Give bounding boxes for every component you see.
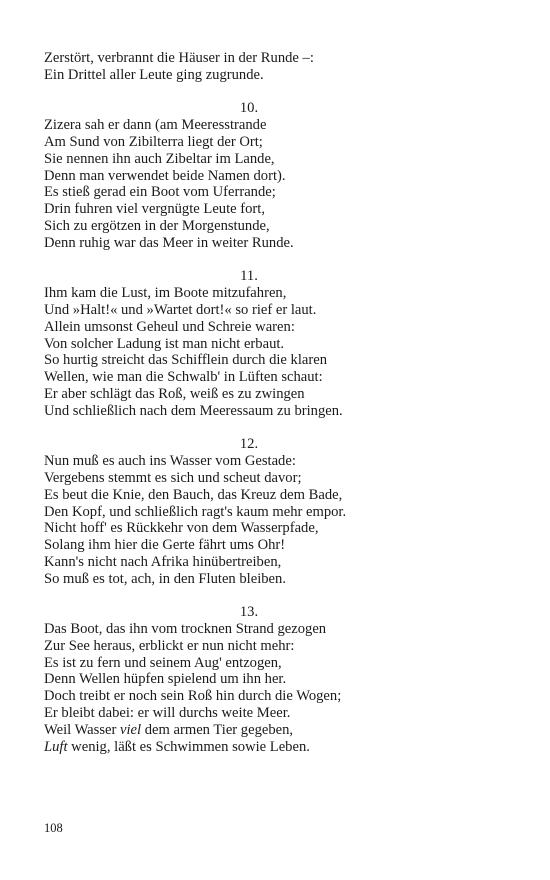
verse-line: Denn ruhig war das Meer in weiter Runde. bbox=[44, 234, 294, 251]
verse-line: Drin fuhren viel vergnügte Leute fort, bbox=[44, 201, 265, 218]
verse-line: Zerstört, verbrannt die Häuser in der Runde –: bbox=[44, 50, 314, 66]
verse-line: Am Sund von Zibilterra liegt der Ort; bbox=[44, 133, 263, 150]
stanza-11 bbox=[44, 268, 514, 419]
verse-line: Kann's nicht nach Afrika hinübertreiben, bbox=[44, 553, 282, 570]
verse-line: Nicht hoff' es Rückkehr von dem Wasserpfade, bbox=[44, 520, 319, 537]
verse-line: Und »Halt!« und »Wartet dort!« so rief er laut. bbox=[44, 301, 317, 318]
stanza-13 bbox=[44, 604, 514, 755]
stanza-number: 11. bbox=[240, 268, 258, 285]
verse-line: Denn man verwendet beide Namen dort). bbox=[44, 167, 286, 184]
emphasized-word: Luft bbox=[44, 738, 68, 755]
stanza-10 bbox=[44, 100, 514, 251]
stanza-number: 12. bbox=[239, 436, 259, 453]
verse-line: Den Kopf, und schließlich ragt's kaum mehr empor. bbox=[44, 503, 347, 520]
verse-line: Zur See heraus, erblickt er nun nicht mehr: bbox=[44, 637, 295, 654]
verse-line: Und schließlich nach dem Meeressaum zu bringen. bbox=[44, 402, 343, 419]
verse-line: Es beut die Knie, den Bauch, das Kreuz dem Bade, bbox=[44, 486, 343, 503]
verse-line: Es stieß gerad ein Boot vom Uferrande; bbox=[44, 184, 276, 201]
verse-line: Denn Wellen hüpfen spielend um ihn her. bbox=[44, 671, 287, 688]
verse-line: Er aber schlägt das Roß, weiß es zu zwingen bbox=[44, 385, 305, 402]
emphasized-word: viel bbox=[120, 721, 142, 738]
verse-fragment: Weil Wasser bbox=[44, 721, 121, 738]
verse-line-mixed bbox=[44, 739, 514, 756]
stanza-number: 13. bbox=[239, 604, 259, 621]
verse-line: Zizera sah er dann (am Meeresstrande bbox=[44, 117, 267, 134]
verse-line: Er bleibt dabei: er will durchs weite Meer. bbox=[44, 705, 291, 722]
verse-line-mixed bbox=[44, 722, 514, 739]
verse-line: Es ist zu fern und seinem Aug' entzogen, bbox=[44, 654, 282, 671]
verse-line: Vergebens stemmt es sich und scheut davor; bbox=[44, 469, 302, 486]
verse-line: Sich zu ergötzen in der Morgenstunde, bbox=[44, 217, 270, 234]
verse-fragment: dem armen Tier gegeben, bbox=[141, 721, 294, 738]
stanza-12 bbox=[44, 436, 514, 587]
verse-line: Solang ihm hier die Gerte fährt ums Ohr! bbox=[44, 537, 286, 554]
verse-line: Ein Drittel aller Leute ging zugrunde. bbox=[44, 66, 264, 83]
verse-line: So muß es tot, ach, in den Fluten bleiben. bbox=[44, 570, 286, 587]
verse-line: Nun muß es auch ins Wasser vom Gestade: bbox=[44, 453, 296, 470]
opening-lines bbox=[44, 50, 514, 84]
verse-line: Wellen, wie man die Schwalb' in Lüften schaut: bbox=[44, 369, 323, 386]
verse-line: Ihm kam die Lust, im Boote mitzufahren, bbox=[44, 285, 287, 302]
poem-text bbox=[44, 50, 514, 755]
stanza-number: 10. bbox=[239, 100, 259, 117]
verse-fragment: wenig, läßt es Schwimmen sowie Leben. bbox=[67, 738, 310, 755]
verse-line: So hurtig streicht das Schifflein durch die klaren bbox=[44, 352, 328, 369]
verse-line: Das Boot, das ihn vom trocknen Strand gezogen bbox=[44, 621, 327, 638]
verse-line: Doch treibt er noch sein Roß hin durch die Wogen; bbox=[44, 688, 342, 705]
verse-line: Allein umsonst Geheul und Schreie waren: bbox=[44, 318, 295, 335]
page-number: 108 bbox=[44, 821, 63, 835]
verse-line: Von solcher Ladung ist man nicht erbaut. bbox=[44, 335, 285, 352]
verse-line: Sie nennen ihn auch Zibeltar im Lande, bbox=[44, 150, 275, 167]
